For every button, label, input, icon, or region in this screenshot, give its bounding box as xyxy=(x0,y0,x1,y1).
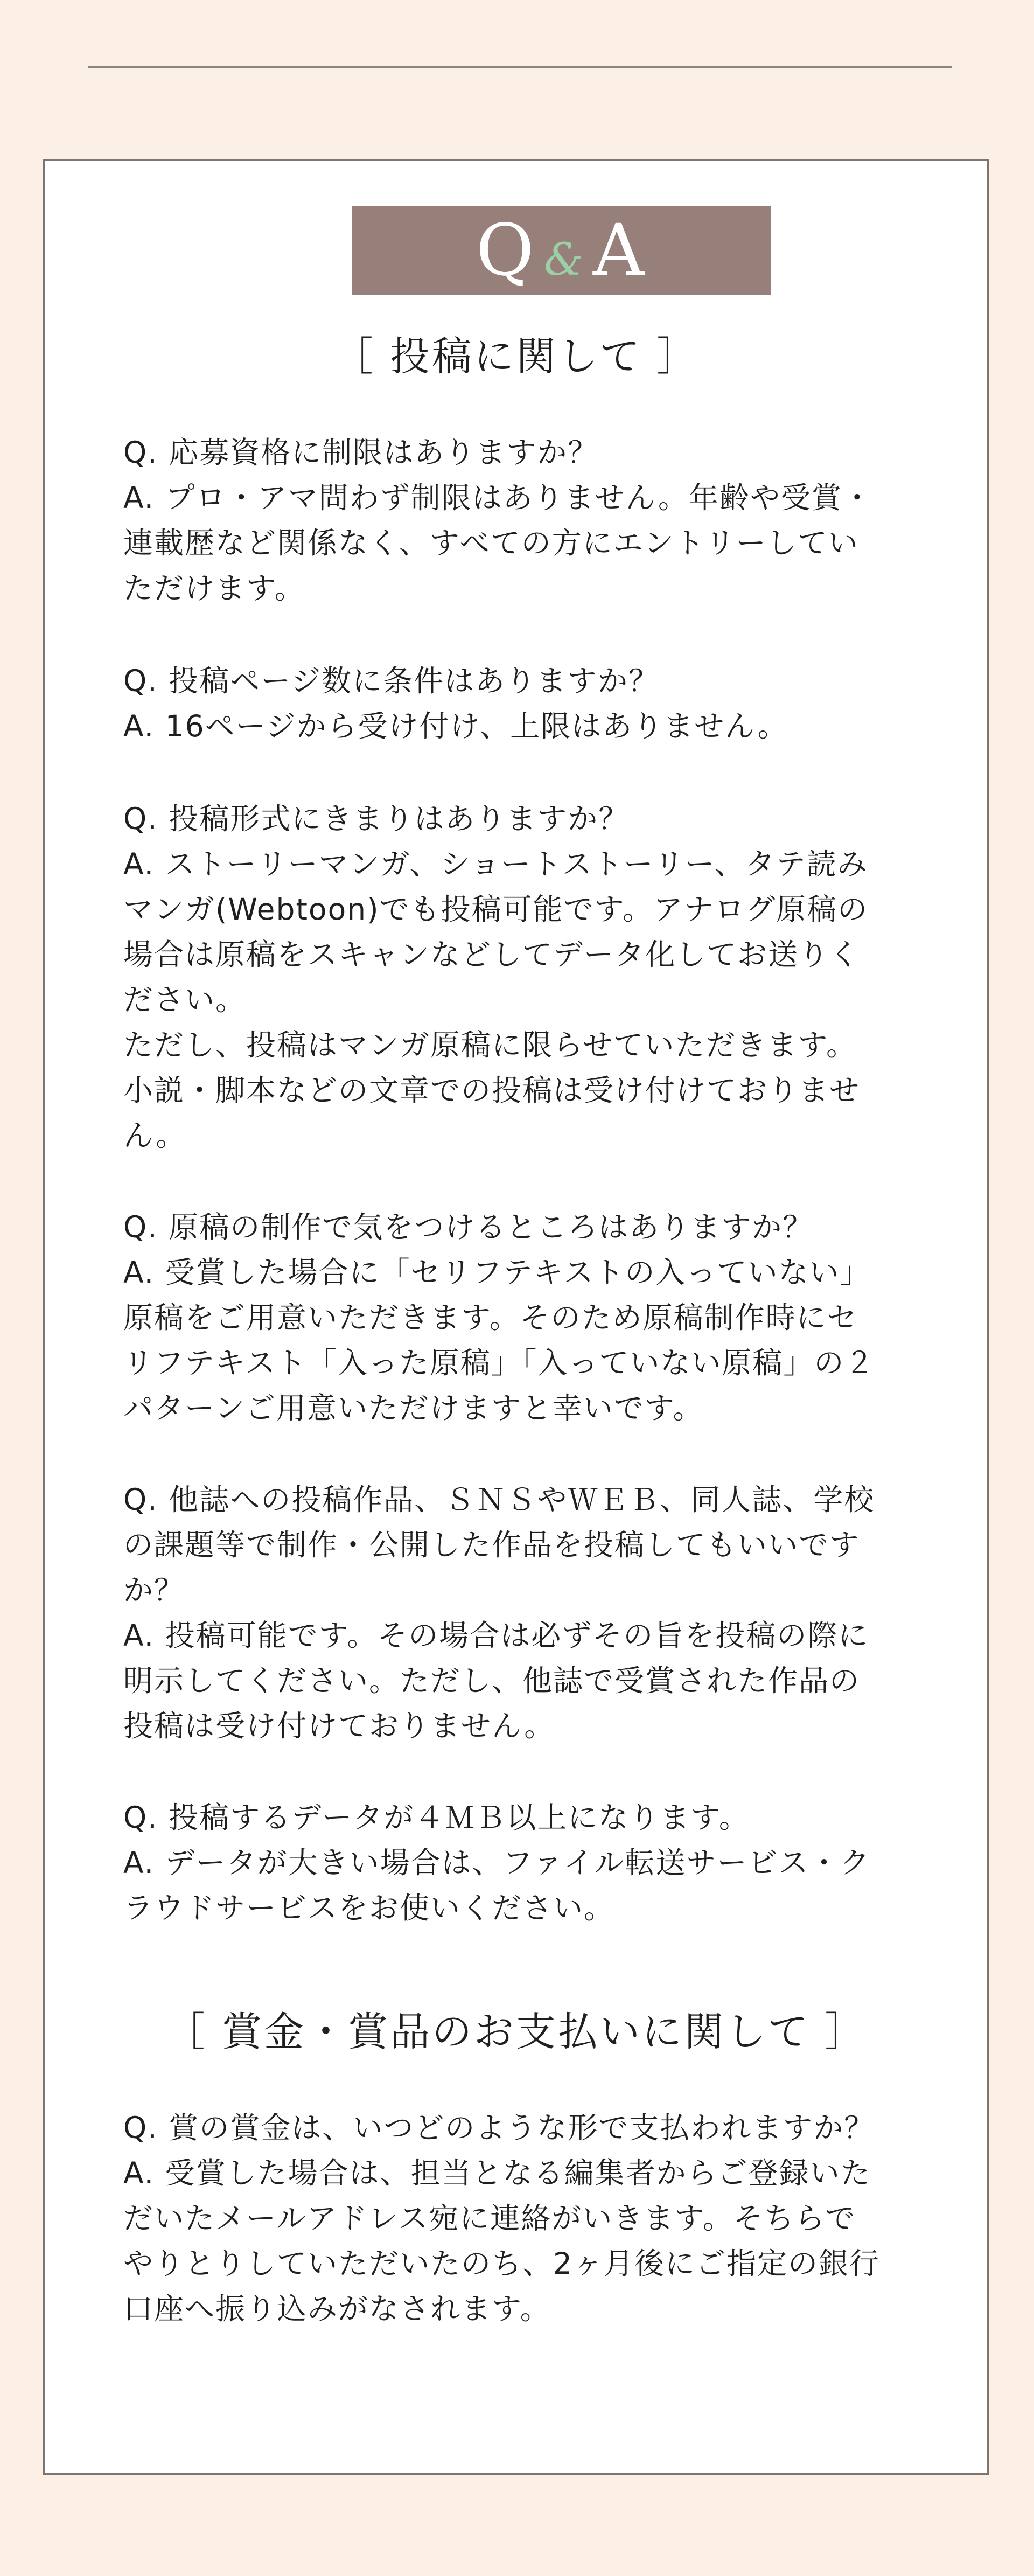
answer-text: 場合は原稿をスキャンなどしてデータ化してお送りく xyxy=(123,937,861,972)
answer-text: A. ストーリーマンガ、ショートストーリー、タテ読み xyxy=(123,847,868,881)
qa-item-prize-payment xyxy=(123,2105,920,2331)
qa-banner-ampersand: & xyxy=(543,234,585,286)
qa-banner xyxy=(352,206,771,295)
answer-text: A. 投稿可能です。その場合は必ずその旨を投稿の際に xyxy=(123,1618,869,1653)
answer-text: ただし、投稿はマンガ原稿に限らせていただきます。 xyxy=(123,1028,857,1062)
question-text: Q. 賞の賞金は、いつどのような形で支払われますか？ xyxy=(123,2111,875,2145)
qa-banner-q: Q xyxy=(476,209,536,292)
answer-text: ラウドサービスをお使いください。 xyxy=(123,1891,615,1925)
qa-item-file-size xyxy=(123,1795,920,1931)
answer-text: A. 受賞した場合は、担当となる編集者からご登録いた xyxy=(123,2156,871,2190)
qa-banner-a: A xyxy=(592,209,647,292)
answer-text: だいたメールアドレス宛に連絡がいきます。そちらで xyxy=(123,2201,856,2236)
answer-text: リフテキスト「入った原稿」「入っていない原稿」の２ xyxy=(123,1346,876,1380)
answer-text: A. プロ・アマ問わず制限はありません。年齢や受賞・ xyxy=(123,481,873,515)
question-text: Q. 投稿形式にきまりはありますか？ xyxy=(123,802,630,836)
section-heading-prize-payment: ［ 賞金・賞品のお支払いに関して ］ xyxy=(165,2009,867,2055)
question-text: Q. 他誌への投稿作品、ＳＮＳやＷＥＢ、同人誌、学校 xyxy=(123,1482,875,1517)
question-text: Q. 投稿するデータが４ＭＢ以上になります。 xyxy=(123,1800,750,1835)
qa-item-page-count xyxy=(123,658,920,749)
answer-text: 口座へ振り込みがなされます。 xyxy=(123,2292,551,2326)
answer-text: A. データが大きい場合は、ファイル転送サービス・ク xyxy=(123,1846,871,1880)
answer-text: やりとりしていただいたのち、2ヶ月後にご指定の銀行 xyxy=(123,2246,880,2281)
question-text: Q. 投稿ページ数に条件はありますか？ xyxy=(123,664,660,698)
qa-item-production-notes xyxy=(123,1205,920,1431)
question-text: Q. 原稿の制作で気をつけるところはありますか？ xyxy=(123,1210,814,1244)
answer-text: 明示してください。ただし、他誌で受賞された作品の xyxy=(123,1663,861,1698)
answer-text: ん。 xyxy=(123,1118,187,1153)
answer-text: 投稿は受け付けておりません。 xyxy=(123,1709,555,1743)
faq-card xyxy=(43,159,989,2475)
answer-text: ださい。 xyxy=(123,983,247,1017)
qa-item-format xyxy=(123,796,920,1158)
question-text: の課題等で制作・公開した作品を投稿してもいいです xyxy=(123,1528,861,1562)
answer-text: ただけます。 xyxy=(123,571,305,605)
answer-text: 原稿をご用意いただきます。そのため原稿制作時にセ xyxy=(123,1300,858,1335)
answer-text: A. 16ページから受け付け、上限はありません。 xyxy=(123,709,788,743)
answer-text: 連載歴など関係なく、すべての方にエントリーしてい xyxy=(123,526,859,560)
answer-text: 小説・脚本などの文章での投稿は受け付けておりませ xyxy=(123,1073,861,1108)
question-text: か？ xyxy=(123,1573,185,1607)
qa-item-prior-publication xyxy=(123,1477,920,1749)
section-heading-submission: ［ 投稿に関して ］ xyxy=(333,333,699,380)
qa-item-eligibility xyxy=(123,430,920,611)
answer-text: A. 受賞した場合に「セリフテキストの入っていない」 xyxy=(123,1255,871,1290)
answer-text: パターンご用意いただけますと幸いです。 xyxy=(123,1391,704,1425)
top-divider xyxy=(88,66,952,68)
answer-text: マンガ(Webtoon)でも投稿可能です。アナログ原稿の xyxy=(123,892,869,927)
question-text: Q. 応募資格に制限はありますか？ xyxy=(123,435,599,470)
